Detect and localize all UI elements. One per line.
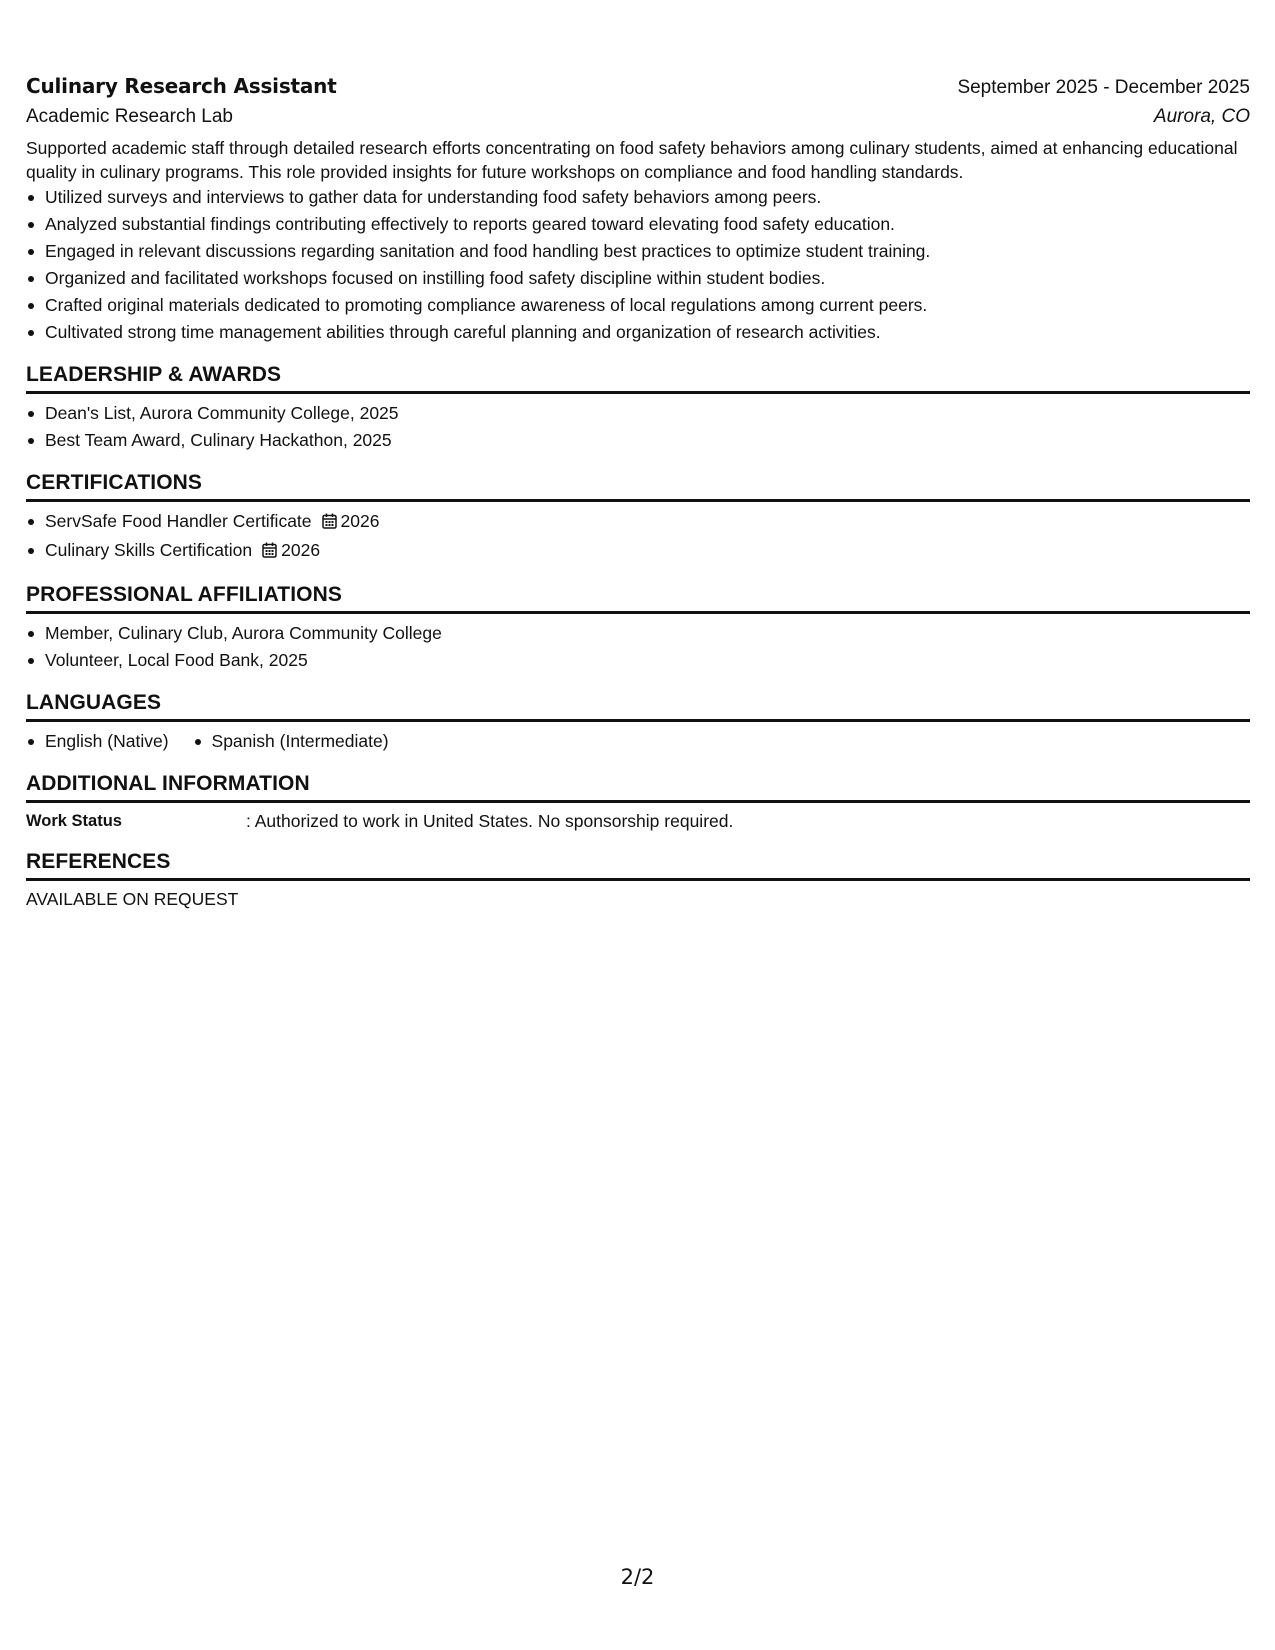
languages-section: [26, 691, 1250, 755]
list-item: Crafted original materials dedicated to promoting compliance awareness of local regulations among current peers.: [26, 292, 1250, 319]
certification-year: 2026: [281, 540, 321, 560]
list-item: Spanish (Intermediate): [193, 728, 389, 755]
section-title: PROFESSIONAL AFFILIATIONS: [26, 583, 1250, 614]
experience-entry: [26, 74, 1250, 346]
list-item: Dean's List, Aurora Community College, 2025: [26, 400, 1250, 427]
list-item: [26, 508, 1250, 537]
certifications-list: [26, 508, 1250, 566]
section-title: LEADERSHIP & AWARDS: [26, 363, 1250, 394]
languages-list: [26, 728, 1250, 755]
affiliations-section: [26, 583, 1250, 674]
list-item: Cultivated strong time management abilities through careful planning and organization of research activities.: [26, 319, 1250, 346]
work-status-label: Work Status: [26, 812, 122, 830]
list-item: Organized and facilitated workshops focused on instilling food safety discipline within student bodies.: [26, 265, 1250, 292]
certification-year: 2026: [340, 511, 380, 531]
list-item: English (Native): [26, 728, 169, 755]
affiliations-list: [26, 620, 1250, 674]
leadership-section: [26, 363, 1250, 454]
page-number: 2/2: [620, 1565, 655, 1589]
list-item: Member, Culinary Club, Aurora Community College: [26, 620, 1250, 647]
job-header: [26, 74, 1250, 99]
section-title: ADDITIONAL INFORMATION: [26, 772, 1250, 803]
section-title: LANGUAGES: [26, 691, 1250, 722]
job-dates: September 2025 - December 2025: [957, 77, 1250, 98]
list-item: Volunteer, Local Food Bank, 2025: [26, 647, 1250, 674]
resume-page: [26, 74, 1250, 911]
job-summary: Supported academic staff through detailed research efforts concentrating on food safety behaviors among culinary students, aimed at enhancing educational quality in culinary programs. This role provided insights for future workshops on compliance and food handling standards.: [26, 138, 1238, 182]
list-item: Engaged in relevant discussions regarding sanitation and food handling best practices to optimize student training.: [26, 238, 1250, 265]
job-subheader: [26, 106, 1250, 128]
list-item: Utilized surveys and interviews to gather data for understanding food safety behaviors among peers.: [26, 184, 1250, 211]
list-item: Analyzed substantial findings contributing effectively to reports geared toward elevating food safety education.: [26, 211, 1250, 238]
job-title: Culinary Research Assistant: [26, 74, 337, 98]
calendar-icon: [322, 510, 337, 537]
references-text: AVAILABLE ON REQUEST: [26, 889, 239, 909]
section-title: REFERENCES: [26, 850, 1250, 881]
work-status-value: : Authorized to work in United States. No sponsorship required.: [246, 811, 734, 831]
list-item: Best Team Award, Culinary Hackathon, 2025: [26, 427, 1250, 454]
job-location: Aurora, CO: [1153, 106, 1250, 127]
references-section: [26, 850, 1250, 911]
certifications-section: [26, 471, 1250, 566]
calendar-icon: [262, 539, 277, 566]
section-title: CERTIFICATIONS: [26, 471, 1250, 502]
list-item: [26, 537, 1250, 566]
certification-name: ServSafe Food Handler Certificate: [45, 511, 312, 531]
additional-info-section: [26, 772, 1250, 833]
certification-name: Culinary Skills Certification: [45, 540, 253, 560]
job-bullet-list: [26, 184, 1250, 346]
job-organization: Academic Research Lab: [26, 106, 233, 127]
leadership-list: [26, 400, 1250, 454]
work-status-row: [26, 809, 1250, 833]
